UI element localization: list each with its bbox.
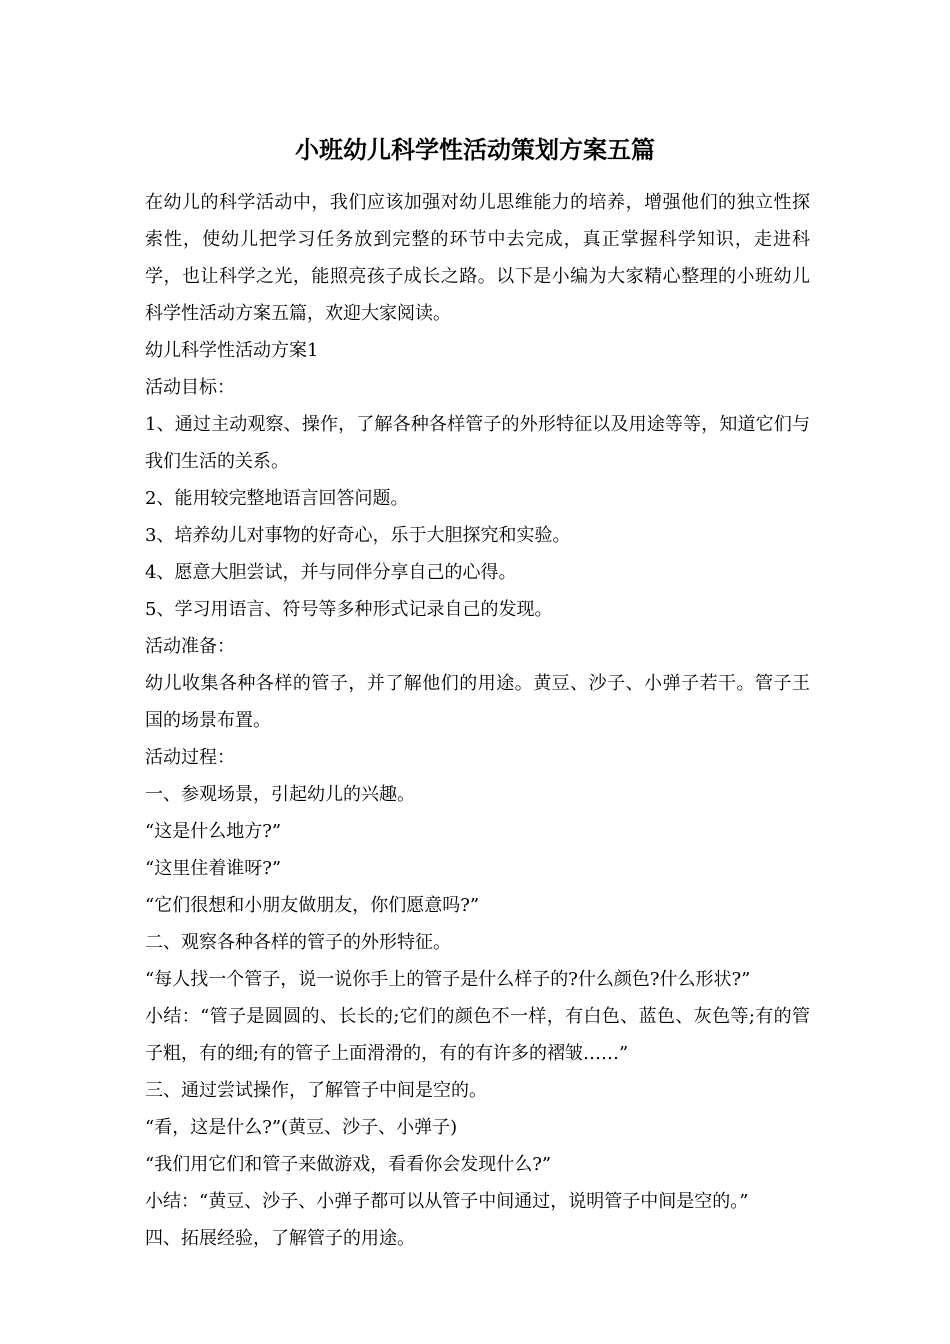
goal-item: 2、能用较完整地语言回答问题。: [145, 488, 409, 509]
dialogue-line: “每人找一个管子，说一说你手上的管子是什么样子的?什么颜色?什么形状?”: [145, 969, 751, 990]
section-heading: 幼儿科学性活动方案1: [145, 340, 319, 361]
process-step: 一、参观场景，引起幼儿的兴趣。: [145, 784, 415, 805]
process-step: 四、拓展经验，了解管子的用途。: [145, 1228, 415, 1249]
process-step: 三、通过尝试操作，了解管子中间是空的。: [145, 1080, 487, 1101]
goal-item: 5、学习用语言、符号等多种形式记录自己的发现。: [145, 599, 553, 620]
subheading-goals: 活动目标：: [145, 377, 235, 398]
summary-text: 小结：“黄豆、沙子、小弹子都可以从管子中间通过，说明管子中间是空的。”: [145, 1191, 749, 1212]
subheading-process: 活动过程：: [145, 747, 235, 768]
goal-item: 3、培养幼儿对事物的好奇心，乐于大胆探究和实验。: [145, 525, 571, 546]
summary-text: 小结：“管子是圆圆的、长长的;它们的颜色不一样，有白色、蓝色、灰色等;有的管子粗，有的细;有的管子上面滑滑的，有的有许多的褶皱……”: [145, 1006, 810, 1064]
goal-item: 1、通过主动观察、操作，了解各种各样管子的外形特征以及用途等等，知道它们与我们生活的关系。: [145, 414, 810, 472]
preparation-text: 幼儿收集各种各样的管子，并了解他们的用途。黄豆、沙子、小弹子若干。管子王国的场景布置。: [145, 673, 810, 731]
process-step: 二、观察各种各样的管子的外形特征。: [145, 932, 451, 953]
dialogue-line: “这是什么地方?”: [145, 821, 282, 842]
intro-paragraph: 在幼儿的科学活动中，我们应该加强对幼儿思维能力的培养，增强他们的独立性探索性，使幼儿把学习任务放到完整的环节中去完成，真正掌握科学知识，走进科学，也让科学之光，能照亮孩子成长之路。以下是小编为大家精心整理的小班幼儿科学性活动方案五篇，欢迎大家阅读。: [145, 192, 810, 324]
dialogue-line: “看，这是什么?”(黄豆、沙子、小弹子): [145, 1117, 458, 1138]
document-title: 小班幼儿科学性活动策划方案五篇: [295, 135, 655, 164]
document-body: [145, 184, 810, 1257]
dialogue-line: “我们用它们和管子来做游戏，看看你会发现什么?”: [145, 1154, 552, 1175]
dialogue-line: “这里住着谁呀?”: [145, 858, 282, 879]
subheading-preparation: 活动准备：: [145, 636, 235, 657]
goal-item: 4、愿意大胆尝试，并与同伴分享自己的心得。: [145, 562, 517, 583]
dialogue-line: “它们很想和小朋友做朋友，你们愿意吗?”: [145, 895, 480, 916]
